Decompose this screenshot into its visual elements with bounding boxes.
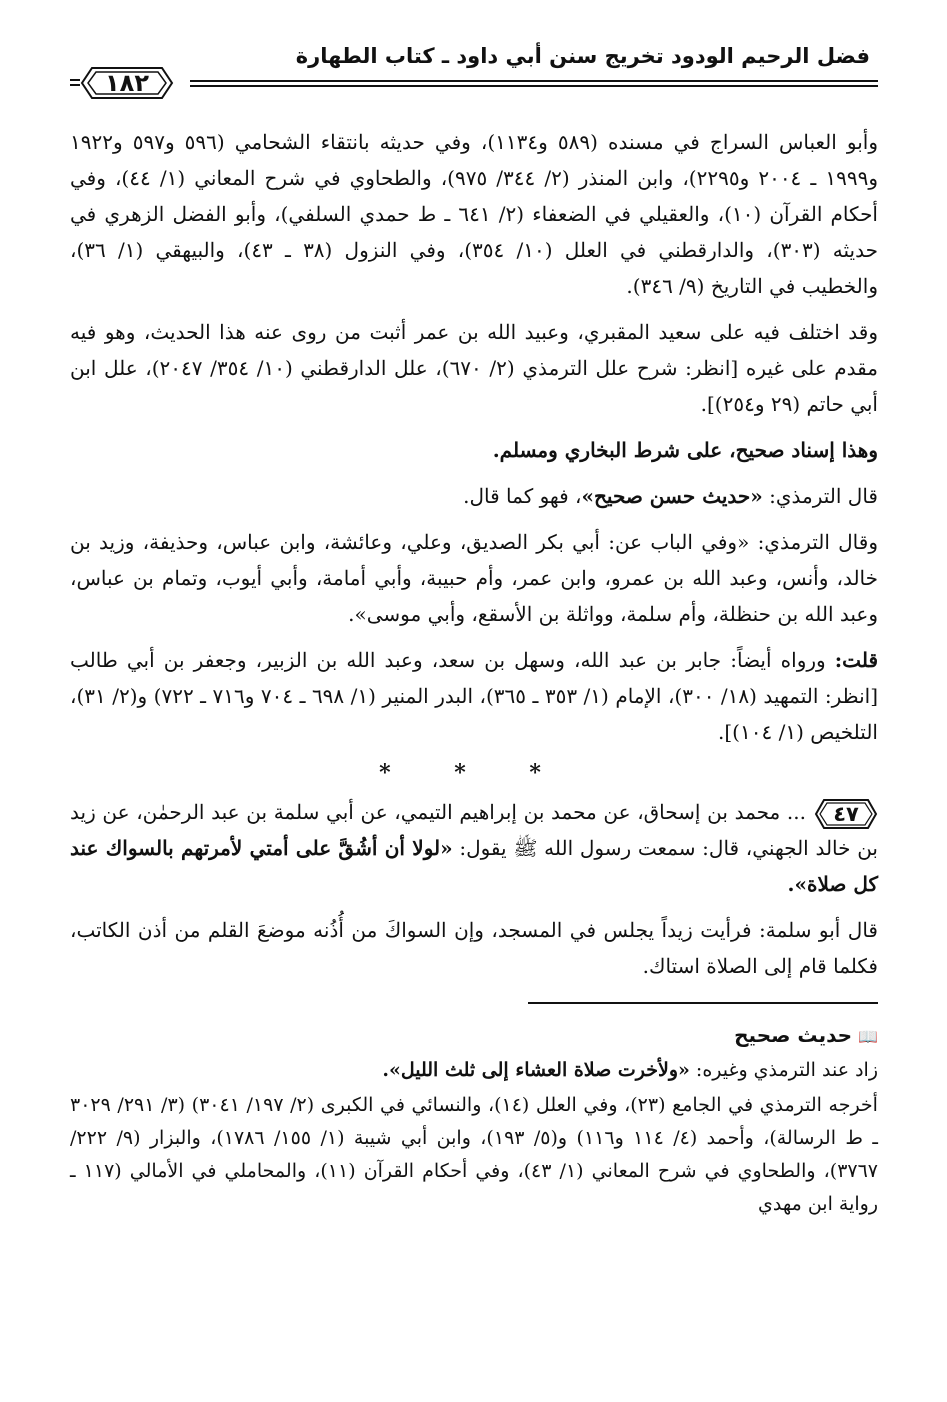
tirmidhi-quote: «حديث حسن صحيح»: [581, 484, 763, 508]
tirmidhi-suffix: ، فهو كما قال.: [463, 484, 582, 508]
running-title: فضل الرحيم الودود تخريج سنن أبي داود ـ كتاب الطهارة: [295, 44, 870, 68]
footnote-addition: [70, 1054, 878, 1087]
hadith-grade: [70, 1018, 878, 1054]
hadith-matn: «لولا أن أشُقَّ على أمتي لأمرتهم بالسواك عند كل صلاة».: [70, 836, 878, 896]
qultu-label: قلت:: [834, 648, 878, 672]
addition-prefix: زاد عند الترمذي وغيره:: [689, 1059, 878, 1081]
hadith-number: ٤٧: [833, 801, 859, 826]
book-page: [70, 38, 878, 1378]
page-number: ١٨٢: [105, 69, 149, 97]
addition-text: «ولأخرت صلاة العشاء إلى ثلث الليل».: [382, 1059, 690, 1081]
footnote-rule: [528, 1002, 878, 1004]
paragraph-tirmidhi-bab: وقال الترمذي: «وفي الباب عن: أبي بكر الصديق، وعلي، وعائشة، وابن عباس، وحذيفة، وزيد بن خالد، وأنس، وعبد الله بن عمرو، وابن عمر، وأم حبيبة، وأبي أمامة، وأبي أيوب، وتمام بن عباس، وعبد الله بن حنظلة، وأم سلمة، وواثلة بن الأسقع، وأبي موسى».: [70, 530, 878, 626]
hadith-isnad: ... محمد بن إسحاق، عن محمد بن إبراهيم التيمي، عن أبي سلمة بن عبد الرحمٰن، عن زيد بن خالد الجهني، قال: سمعت رسول الله ﷺ يقول:: [70, 800, 878, 860]
header-rule-bottom: [70, 85, 878, 87]
paragraph-tirmidhi-grade: [70, 478, 878, 514]
section-separator: * * *: [379, 760, 569, 786]
qultu-text: ورواه أيضاً: جابر بن عبد الله، وسهل بن سعد، وعبد الله بن الزبير، وجعفر بن أبي طالب [انظر: التمهيد (١٨/ ٣٠٠)، الإمام (١/ ٣٥٣ ـ ٣٦٥)، البدر المنير (١/ ٦٩٨ ـ ٧٠٤ و٧١٦ ـ ٧٢٢) و(٢/ ٣١)، التلخيص (١/ ١٠٤)].: [70, 648, 879, 744]
book-icon: 📖: [858, 1027, 878, 1046]
paragraph-disagreement: وقد اختلف فيه على سعيد المقبري، وعبيد الله بن عمر أثبت من روى عنه هذا الحديث، وهو فيه مقدم على غيره [انظر: شرح علل الترمذي (٢/ ٦٧٠)، علل الدارقطني (١٠/ ٣٥٤/ ٢٠٤٧)، علل ابن أبي حاتم (٢٩ و٢٥٤)].: [70, 320, 878, 416]
tirmidhi-prefix: قال الترمذي:: [762, 484, 878, 508]
hadith-number-badge: [814, 798, 878, 830]
grade-label: حديث صحيح: [734, 1023, 853, 1047]
header-rule-top: [70, 80, 878, 82]
paragraph-sources: وأبو العباس السراج في مسنده (٥٨٩ و١١٣٤)، وفي حديثه بانتقاء الشحامي (٥٩٦ و٥٩٧ و١٩٢٢ و١٩٩٩ ـ ٢٠٠٤ و٢٢٩٥)، وابن المنذر (٢/ ٣٤٤/ ٩٧٥)، والطحاوي في شرح المعاني (١/ ٤٤)، وفي أحكام القرآن (١٠)، والعقيلي في الضعفاء (٢/ ٦٤١ ـ ط حمدي السلفي)، وأبو الفضل الزهري في حديثه (٣٠٣)، والدارقطني في العلل (١٠/ ٣٥٤)، وفي النزول (٣٨ ـ ٤٣)، والبيهقي (١/ ٣٦)، والخطيب في التاريخ (٩/ ٣٤٦).: [70, 130, 878, 298]
paragraph-isnad-grade: وهذا إسناد صحيح، على شرط البخاري ومسلم.: [492, 438, 878, 462]
hadith-text: [70, 794, 878, 902]
page-number-badge: [80, 66, 174, 100]
footnote-takhrij: أخرجه الترمذي في الجامع (٢٣)، وفي العلل (١٤)، والنسائي في الكبرى (٢/ ١٩٧/ ٣٠٤١) (٣/ ٢٩١/ ٣٠٢٩ ـ ط الرسالة)، وأحمد (٤/ ١١٤ و١١٦) و(٥/ ١٩٣)، وابن أبي شيبة (١/ ١٥٥/ ١٧٨٦)، والبزار (٩/ ٢٢٢/ ٣٧٦٧)، والطحاوي في شرح المعاني (١/ ٤٣)، وفي أحكام القرآن (١١)، والمحاملي في الأمالي (١١٧ ـ رواية ابن مهدي: [70, 1094, 879, 1215]
paragraph-abu-salama: قال أبو سلمة: فرأيت زيداً يجلس في المسجد، وإن السواكَ من أُذُنه موضعَ القلم من أذن الكاتب، فكلما قام إلى الصلاة استاك.: [70, 918, 878, 978]
page-header: [70, 38, 878, 112]
paragraph-qultu: [70, 642, 878, 750]
